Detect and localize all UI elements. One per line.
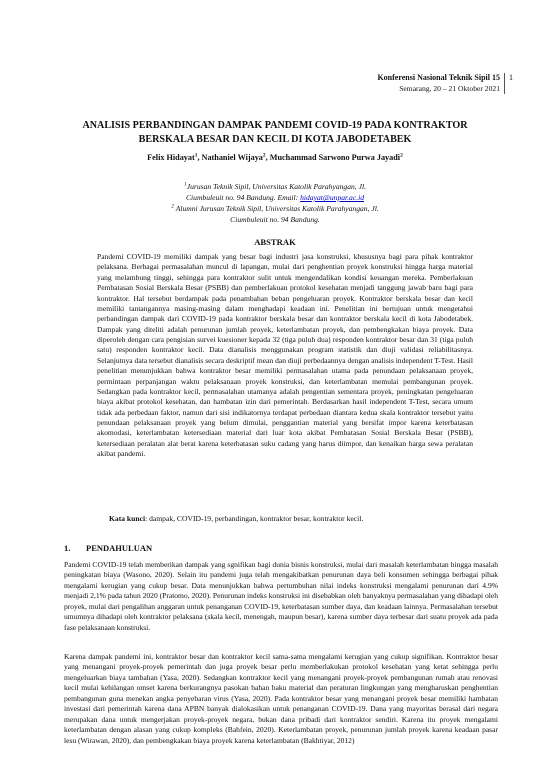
title-line-2: BERSKALA BESAR DAN KECIL DI KOTA JABODETABEK	[138, 134, 412, 145]
author-affiliation-mark: 2	[262, 152, 266, 159]
keywords-list: : dampak, COVID-19, perbandingan, kontraktor besar, kontraktor kecil.	[145, 514, 364, 523]
running-header	[377, 73, 513, 94]
affiliation-address: Ciumbuleuit no. 94 Bandung. Email:	[185, 193, 301, 202]
affiliation-1	[90, 181, 460, 192]
abstract-body: Pandemi COVID-19 memiliki dampak yang besar bagi industri jasa konstruksi, khususnya bagi para pihak kontraktor pelaksana. Berbagai permasalahan muncul di lapangan, mulai dari penghentian proyek konstruksi hingga harga material yang melambung tinggi, sehingga para kontraktor sulit untuk mengendalikan kondisi keuangan mereka. Pemberlakuan Pembatasan Sosial Berskala Besar (PSBB) dan pemberlakuan protokol kesehatan menjadi tanggung jawab baru bagi para kontraktor. Hal tersebut berdampak pada penambahan beban pengeluaran proyek. Kontraktor berskala besar dan kecil memiliki tantangannya masing-masing dalam menghadapi keadaan ini. Penelitian ini bertujuan untuk mengetahui perbandingan dampak dari COVID-19 pada kontraktor berskala besar dan kontraktor berskala kecil di kota Jabodetabek. Dampak yang diteliti adalah penurunan jumlah proyek, keterlambatan proyek, dan pembengkakan biaya proyek. Data diperoleh dengan cara pengisian survei kuesioner kepada 32 (tiga puluh dua) responden kontraktor besar dan 31 (tiga puluh satu) responden kontraktor kecil. Data dianalisis menggunakan program statistik dan diuji validasi reliabilitasnya. Selanjutnya data tersebut dianalisis secara deskriptif mean dan diuji perbedaannya dengan analisis independent T-Test. Hasil penelitian menunjukkan bahwa kontraktor besar memiliki permasalahan utama pada penundaan pelaksanaan proyek, permintaan perpanjangan waktu pelaksanaan proyek konstruksi, dan keterlambatan memulai pembangunan proyek. Sedangkan pada kontraktor kecil, permasalahan utamanya adalah pengentian sementara proyek, peningkatan pengeluaran biaya akibat protokol kesehatan, dan hambatan izin dari pemerintah. Berdasarkan hasil independent T-Test, secara umum tidak ada perbedaan faktor, namun dari sisi indikatornya terdapat perbedaan diantara kedua skala kontraktor tersebut yaitu penundaan pelaksanaan proyek yang belum dimulai, penggantian material yang bersifat impor karena keterbatasan akomodasi, keterlambatan ketersediaan material dari luar kota akibat Pembatasan Sosial Berskala Besar (PSBB), ketersediaan peralatan alat berat karena keterbatasan suku cadang yang harus diimpor, dan kenaikan harga sewa peralatan akibat pandemi.	[97, 252, 473, 459]
affiliation-mark: 1	[184, 181, 187, 188]
affiliation-1-line-1: Jurusan Teknik Sipil, Universitas Katolik Parahyangan, Jl.	[186, 182, 366, 191]
author-affiliation-mark: 2	[400, 152, 403, 159]
section-heading	[64, 543, 152, 553]
author-affiliation-mark: 1	[194, 152, 198, 159]
affiliation-1-line-2	[90, 192, 460, 203]
section-number: 1.	[64, 543, 71, 553]
affiliation-2	[90, 203, 460, 214]
keywords	[109, 514, 479, 523]
body-paragraph-1: Pandemi COVID-19 telah memberikan dampak yang sgnifikan bagi dunia bisnis konstruksi, mulai dari masalah keterlambatan hingga masalah peningkatan biaya (Wasono, 2020). Selain itu pandemi juga telah mengakibatkan penurunan daya beli konsumen sehingga berbagai pihak mengalami kerugian yang cukup besar. Data menunjukkan bahwa pertumbuhan nilai indeks konstruksi mengalami penurunan dari 4.9% menjadi 2,1% pada tahun 2020 (Pratomo, 2020). Penurunan indeks konstruksi ini disebabkan oleh banyaknya permasalahan yang dihadapi oleh proyek, mulai dari pengalihan anggaran untuk penanganan COVID-19, keterbatasan sumber daya, dan keadaan lainnya. Permasalahan tersebut umumnya dihadapi oleh kontraktor pelaksana (skala kecil, menengah, maupun besar), karena sumber daya terbesar dari suatu proyek ada pada fase pelaksanaan konstruksi.	[64, 560, 498, 632]
affiliation-2-line-1: Alumni Jurusan Teknik Sipil, Universitas Katolik Parahyangan, Jl.	[173, 204, 379, 213]
affiliations	[90, 181, 460, 225]
body-paragraph-2: Karena dampak pandemi ini, kontraktor besar dan kontraktor kecil sama-sama mengalami kerugian yang cukup signifikan. Kontraktor besar yang menangani proyek-proyek pemerintah dan juga proyek besar perlu memberlakukan protokol kesehatan yang ketat sehingga perlu mengeluarkan biaya tambahan (Yasa, 2020). Sedangkan kontraktor kecil yang menangani proyek-proyek pembangunan rumah atau renovasi kecil mulai kehilangan omset karena berkurangnya pasokan bahan baku material dan peraturan lingkungan yang mengharuskan penghentian pembangunan guna menekan angka penyebaran virus (Yasa, 2020). Pada kontraktor besar yang menangani proyek besar memiliki hambatan investasi dari pemerintah karena dana APBN banyak dialokasikan untuk penanganan COVID-19. Dana yang mayoritas berasal dari negara merupakan dana untuk mengerjakan proyek-proyek negara, bukan dana pribadi dari kontraktor sendiri. Karena itu proyek mengalami keterlambatan dengan alasan yang cukup kompleks (Bahfein, 2020). Keterlambatan proyek, penurunan jumlah proyek karena keadaan pasar lesu (Wirawan, 2020), dan pembengkakan biaya proyek karena keterlambatan (Bakhtiyar, 2012)	[64, 652, 498, 745]
abstract-heading: ABSTRAK	[254, 237, 296, 247]
author-name: Felix Hidayat	[147, 153, 195, 162]
paper-title	[60, 119, 490, 147]
title-line-1: ANALISIS PERBANDINGAN DAMPAK PANDEMI COVID-19 PADA KONTRAKTOR	[82, 120, 468, 131]
email-link[interactable]: hidayat@unpar.ac.id	[300, 193, 365, 202]
conference-location-date: Semarang, 20 – 21 Oktober 2021	[399, 83, 500, 93]
author-name: Muchammad Sarwono Purwa Jayadi	[269, 153, 401, 162]
author-name: Nathaniel Wijaya	[201, 153, 263, 162]
author-list: Felix Hidayat$^1$, Nathaniel Wijaya$^2$, Muchammad Sarwono Purwa Jayadi$^2$	[147, 152, 403, 162]
section-title: PENDAHULUAN	[86, 543, 153, 553]
affiliation-2-line-2: Ciumbuleuit no. 94 Bandung.	[230, 215, 320, 224]
page-number: 1	[504, 73, 513, 94]
affiliation-mark: 2	[171, 203, 174, 210]
conference-name: Konferensi Nasional Teknik Sipil 15	[377, 73, 500, 82]
keywords-label: Kata kunci	[109, 514, 146, 523]
